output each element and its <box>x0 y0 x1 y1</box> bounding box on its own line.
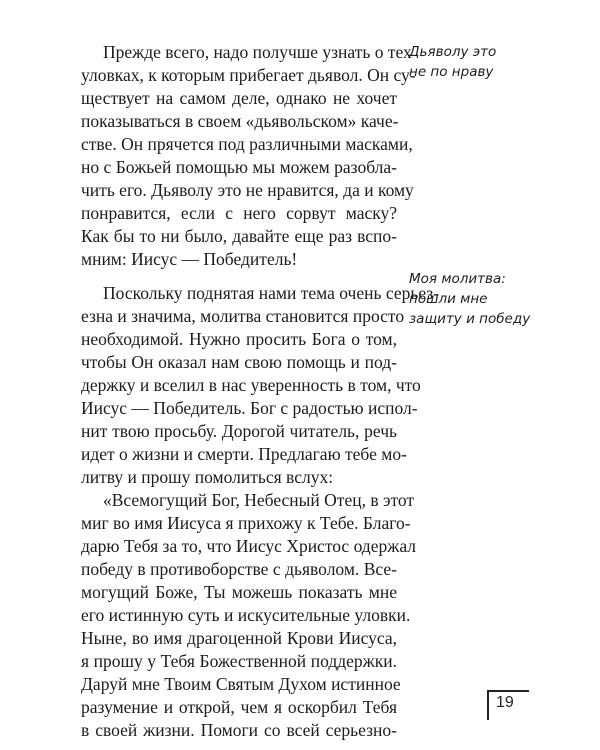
paragraph1-line: но с Божьей помощью мы можем разобла- <box>81 157 397 177</box>
paragraph3-line: дарю Тебя за то, что Иисус Христос одержал <box>81 536 416 556</box>
paragraph1-line: ществует на самом деле, однако не хочет <box>81 88 397 108</box>
paragraph3-line: могущий Боже, Ты можешь показать мне <box>81 582 397 602</box>
paragraph1-line: мним: Иисус — Победитель! <box>81 249 298 269</box>
paragraph2-line: езна и значима, молитва становится просто <box>81 306 405 326</box>
paragraph1-line: чить его. Дьяволу это не нравится, да и кому <box>81 180 414 200</box>
paragraph2-line: чтобы Он оказал нам свою помощь и под- <box>81 352 397 372</box>
paragraph3-line: Даруй мне Твоим Святым Духом истинное <box>81 674 401 694</box>
paragraph2-line: идет о жизни и смерти. Предлагаю тебе мо- <box>81 444 407 464</box>
margin-note-2-line: защиту и победу <box>409 311 531 327</box>
paragraph2-line: необходимой. Нужно просить Бога о том, <box>81 329 397 349</box>
paragraph1-line: показываться в своем «дьявольском» каче- <box>81 111 399 131</box>
paragraph1-line: уловках, к которым прибегает дьявол. Он су- <box>81 65 416 85</box>
paragraph2-line: держку и вселил в нас уверенность в том, что <box>81 375 421 395</box>
paragraph2-line: Поскольку поднятая нами тема очень серьез- <box>103 283 440 303</box>
paragraph1-line: Как бы то ни было, давайте еще раз вспо- <box>81 226 397 246</box>
margin-note-1-line: не по нраву <box>409 64 494 80</box>
margin-note-2-line: Моя молитва: <box>409 271 506 287</box>
paragraph3-line: разумение и открой, чем я оскорбил Тебя <box>81 697 397 717</box>
paragraph1-line: понравится, если с него сорвут маску? <box>81 203 397 223</box>
margin-note-2-line: пошли мне <box>409 291 488 307</box>
paragraph2-line: нит твою просьбу. Дорогой читатель, речь <box>81 421 397 441</box>
paragraph3-line: в своей жизни. Помоги со всей серьезно- <box>81 720 397 740</box>
paragraph1-line: стве. Он прячется под различными масками, <box>81 134 413 154</box>
paragraph3-line: «Всемогущий Бог, Небесный Отец, в этот <box>103 490 415 510</box>
paragraph1-line: Прежде всего, надо получше узнать о тех <box>103 42 412 62</box>
paragraph2-line: литву и прошу помолиться вслух: <box>81 467 334 487</box>
paragraph3-line: его истинную суть и искусительные уловки. <box>81 605 411 625</box>
page-number: 19 <box>496 694 514 711</box>
paragraph3-line: победу в противоборстве с дьяволом. Все- <box>81 559 397 579</box>
paragraph3-line: Ныне, во имя драгоценной Крови Иисуса, <box>81 628 397 648</box>
paragraph3-line: миг во имя Иисуса я прихожу к Тебе. Благо- <box>81 513 411 533</box>
paragraph3-line: я прошу у Тебя Божественной поддержки. <box>81 651 397 671</box>
margin-note-1-line: Дьяволу это <box>409 44 497 60</box>
paragraph2-line: Иисус — Победитель. Бог с радостью испол- <box>81 398 418 418</box>
